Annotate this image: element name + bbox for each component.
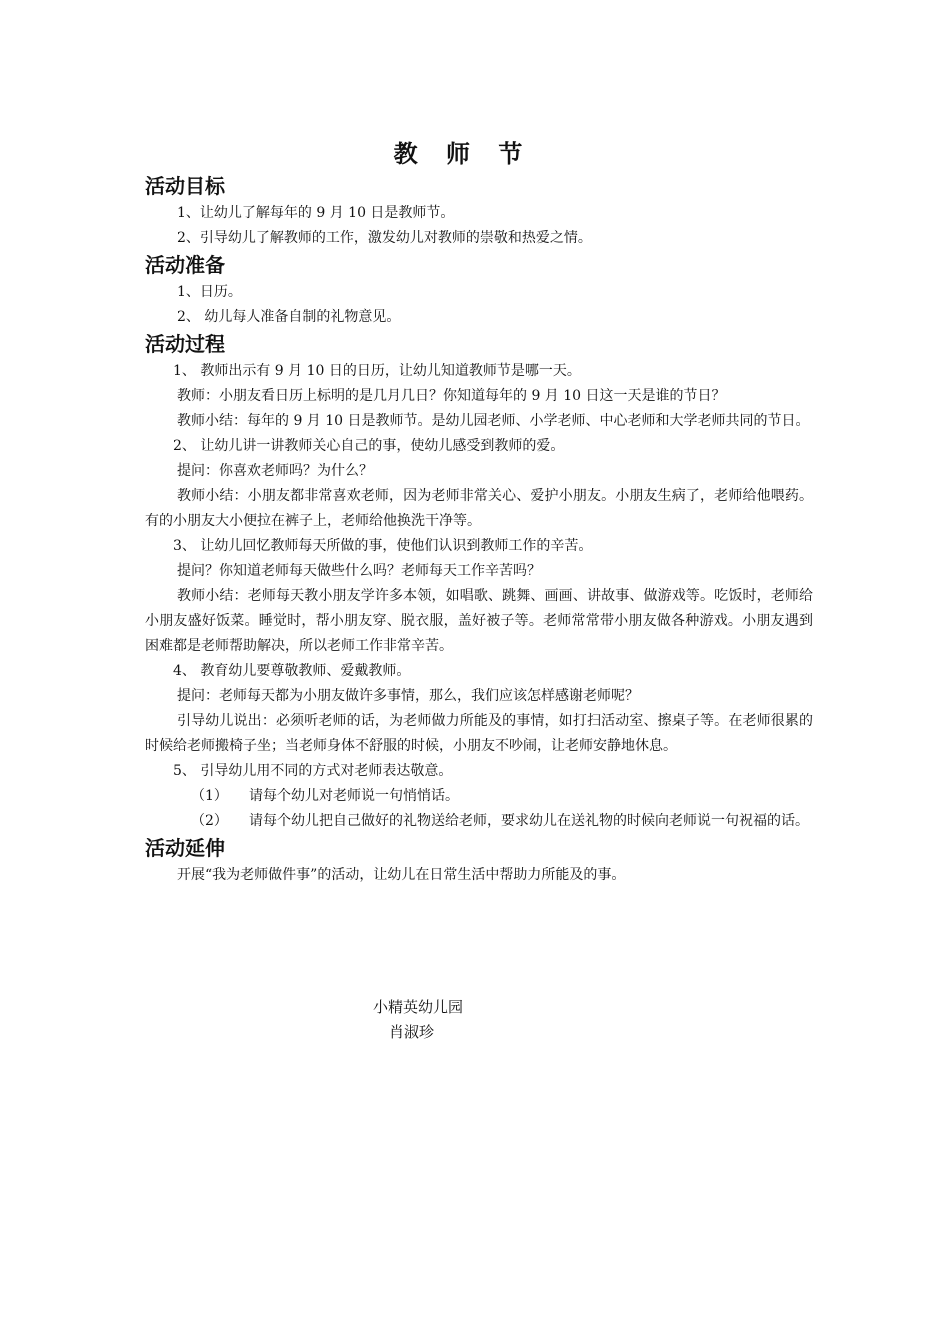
process-paragraph: 教师：小朋友看日历上标明的是几月几日？你知道每年的 9 月 10 日这一天是谁的节日？ — [177, 388, 726, 404]
section-heading-goals: 活动目标 — [145, 174, 225, 198]
sub-item-2 — [145, 809, 813, 834]
extension-text: 开展“我为老师做件事”的活动，让幼儿在日常生活中帮助力所能及的事。 — [177, 867, 626, 883]
page-title: 教 师 节 — [393, 140, 533, 168]
prep-item-2: 2、 幼儿每人准备自制的礼物意见。 — [177, 309, 401, 325]
prep-item-1: 1、日历。 — [177, 284, 242, 300]
sub-item-number: （1） — [191, 788, 228, 804]
goal-item-1: 1、让幼儿了解每年的 9 月 10 日是教师节。 — [177, 205, 455, 221]
process-step-2: 2、 让幼儿讲一讲教师关心自己的事，使幼儿感受到教师的爱。 — [173, 438, 565, 454]
sub-item-number: （2） — [191, 813, 228, 829]
signature-org: 小精英幼儿园 — [373, 998, 464, 1016]
process-paragraph: 提问：你喜欢老师吗？为什么？ — [177, 463, 373, 479]
process-step-3: 3、 让幼儿回忆教师每天所做的事，使他们认识到教师工作的辛苦。 — [173, 538, 593, 554]
section-heading-prep: 活动准备 — [145, 253, 225, 277]
signature-block — [373, 995, 463, 1045]
sub-item-text: 请每个幼儿把自己做好的礼物送给老师，要求幼儿在送礼物的时候向老师说一句祝福的话。 — [249, 813, 809, 829]
process-paragraph: 引导幼儿说出：必须听老师的话，为老师做力所能及的事情，如打扫活动室、擦桌子等。在老师很累的时候给老师搬椅子坐；当老师身体不舒服的时候，小朋友不吵闹，让老师安静地休息。 — [145, 713, 813, 754]
section-heading-process: 活动过程 — [145, 332, 225, 356]
sub-item-1 — [145, 784, 813, 809]
process-paragraph: 教师小结：小朋友都非常喜欢老师，因为老师非常关心、爱护小朋友。小朋友生病了，老师给他喂药。有的小朋友大小便拉在裤子上，老师给他换洗干净等。 — [145, 488, 813, 529]
goal-item-2: 2、引导幼儿了解教师的工作，激发幼儿对教师的崇敬和热爱之情。 — [177, 230, 592, 246]
sub-item-text: 请每个幼儿对老师说一句悄悄话。 — [249, 788, 459, 804]
signature-name: 肖淑珍 — [389, 1023, 435, 1041]
section-heading-extension: 活动延伸 — [145, 836, 225, 860]
process-paragraph: 提问？你知道老师每天做些什么吗？老师每天工作辛苦吗？ — [177, 563, 541, 579]
document-body — [145, 172, 813, 888]
process-step-5: 5、 引导幼儿用不同的方式对老师表达敬意。 — [173, 763, 453, 779]
process-paragraph: 教师小结：老师每天教小朋友学许多本领，如唱歌、跳舞、画画、讲故事、做游戏等。吃饭时，老师给小朋友盛好饭菜。睡觉时，帮小朋友穿、脱衣服，盖好被子等。老师常常带小朋友做各种游戏。小朋友遇到困难都是老师帮助解决，所以老师工作非常辛苦。 — [145, 588, 813, 654]
process-paragraph: 提问：老师每天都为小朋友做许多事情，那么，我们应该怎样感谢老师呢？ — [177, 688, 639, 704]
process-paragraph: 教师小结：每年的 9 月 10 日是教师节。是幼儿园老师、小学老师、中心老师和大学老师共同的节日。 — [177, 413, 810, 429]
process-step-1: 1、 教师出示有 9 月 10 日的日历，让幼儿知道教师节是哪一天。 — [173, 363, 581, 379]
process-step-4: 4、 教育幼儿要尊敬教师、爱戴教师。 — [173, 663, 411, 679]
